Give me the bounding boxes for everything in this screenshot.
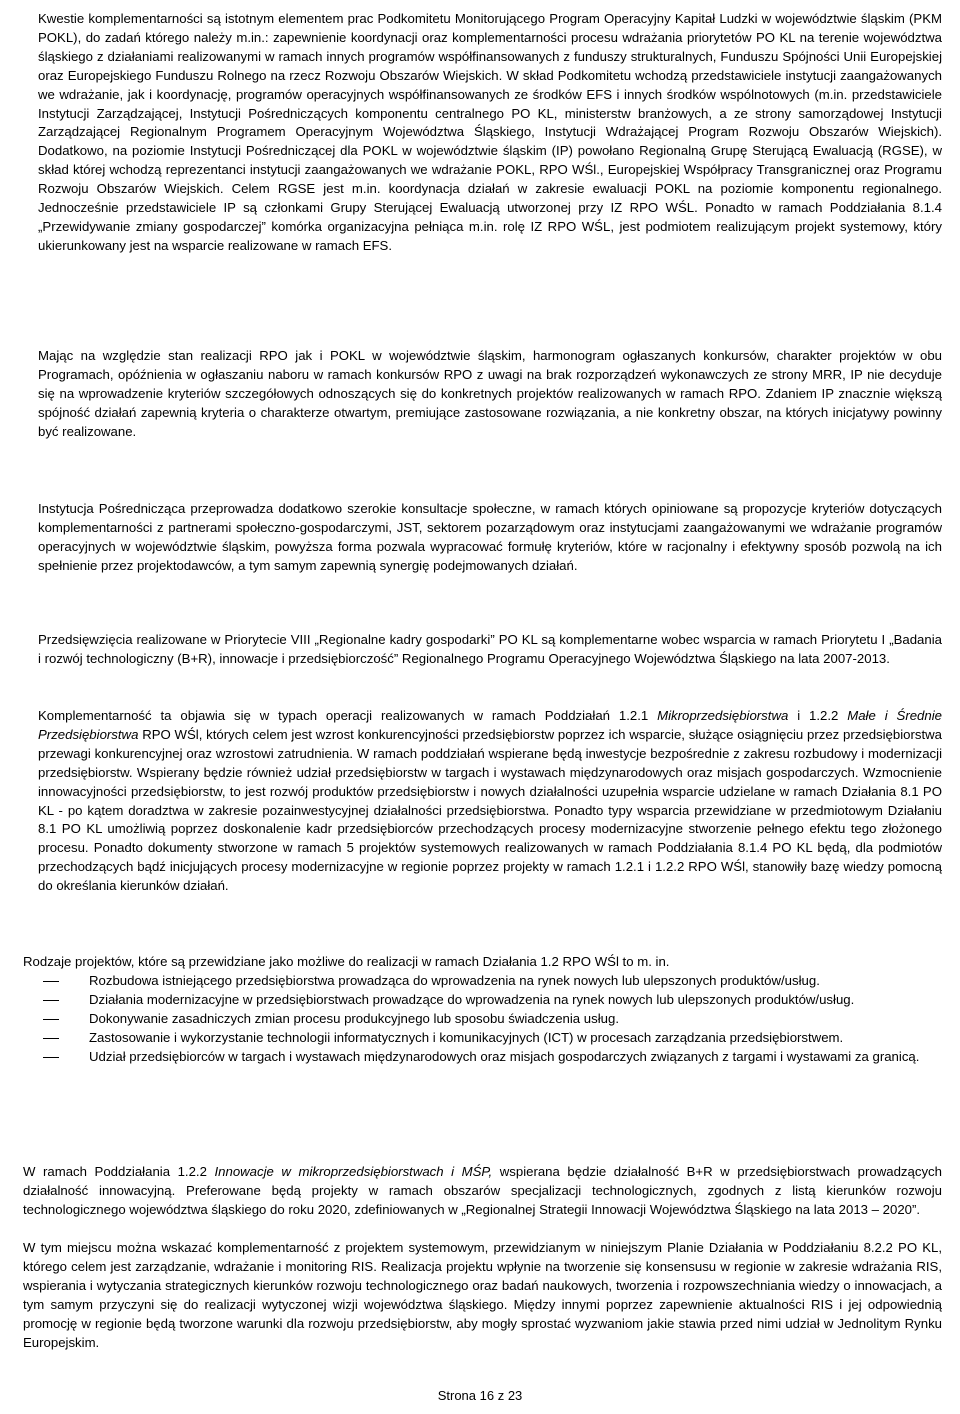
paragraph-poddzialanie-122 xyxy=(23,1163,942,1220)
list-item xyxy=(23,1010,942,1029)
text-run: W ramach Poddziałania 1.2.2 xyxy=(23,1164,215,1179)
list-item xyxy=(23,1029,942,1048)
list-item-text: Dokonywanie zasadniczych zmian procesu produkcyjnego lub sposobu świadczenia usług. xyxy=(89,1010,619,1026)
dash-bullet-icon xyxy=(43,1057,59,1058)
text-run: i 1.2.2 xyxy=(788,708,848,723)
italic-run: Innowacje w mikroprzedsiębiorstwach i MŚP, xyxy=(214,1164,493,1179)
paragraph-komplementarnosc-pkm: Kwestie komplementarności są istotnym elementem prac Podkomitetu Monitorującego Program Operacyjny Kapitał Ludzki w województwie śląskim (PKM POKL), do zadań którego należy m.in.: zapewnienie koordynacji oraz komplementarności procesu wdrażania priorytetów PO KL na terenie województwa śląskiego z działaniami realizowanymi w ramach innych programów współfinansowanych z funduszy strukturalnych, Funduszu Spójności Unii Europejskiej oraz Europejskiego Funduszu Rolnego na rzecz Rozwoju Obszarów Wiejskich. W skład Podkomitetu wchodzą przedstawiciele instytucji zaangażowanych we wdrażanie, jak i koordynację, programów operacyjnych współfinansowanych ze środków EFS i innych środków wspólnotowych (m.in. przedstawiciele Instytucji Zarządzającej, Instytucji Pośredniczących komponentu centralnego PO KL, ministerstw branżowych, a ze strony samorządowej Instytucji Zarządzającej Regionalnym Programem Operacyjnym Województwa Śląskiego, Instytucji Wdrażającej Program Rozwoju Obszarów Wiejskich). Dodatkowo, na poziomie Instytucji Pośredniczącej dla POKL w województwie śląskim (IP) powołano Regionalną Grupę Sterującą Ewaluacją (RGSE), w skład której wchodzą reprezentanci instytucji zaangażowanych we wdrażanie POKL, RPO WŚl., Europejskiej Współpracy Transgranicznej oraz Programu Rozwoju Obszarów Wiejskich. Celem RGSE jest m.in. koordynacja działań w zakresie ewaluacji POKL na poziomie komponentu regionalnego. Jednocześnie przedstawiciele IP są członkami Grupy Sterującej Ewaluacją utworzonej przy IZ RPO WŚL. Ponadto w ramach Poddziałania 8.1.4 „Przewidywanie zmiany gospodarczej” komórka organizacyjna pełniąca m.in. rolę IZ RPO WŚL, jest podmiotem realizującym projekt systemowy, który ukierunkowany jest na wsparcie realizowane w ramach EFS. xyxy=(38,11,942,253)
dash-bullet-icon xyxy=(43,1000,59,1001)
list-item xyxy=(23,1048,942,1067)
italic-run: Małe i Średnie Przedsiębiorstwa xyxy=(38,708,942,742)
paragraph-typy-operacji xyxy=(38,707,942,896)
paragraph-rodzaje-projektow: Rodzaje projektów, które są przewidziane jako możliwe do realizacji w ramach Działania 1.2 RPO WŚl to m. in. xyxy=(23,954,670,969)
project-types-list xyxy=(23,972,942,1067)
list-item-text: Zastosowanie i wykorzystanie technologii informatycznych i komunikacyjnych (ICT) w procesach zarządzania przedsiębiorstwem. xyxy=(89,1029,844,1045)
paragraph-konsultacje-spoleczne: Instytucja Pośrednicząca przeprowadza dodatkowo szerokie konsultacje społeczne, w ramach których opiniowane są propozycje kryteriów dotyczących komplementarności z partnerami społeczno-gospodarczymi, JST, sektorem pozarządowym oraz instytucjami zaangażowanymi we wdrażanie programów operacyjnych w województwie śląskim, powyższa forma pozwala wypracować formułę kryteriów, które w racjonalny i efektywny sposób pozwolą na ich spełnienie przez projektodawców, a tym samym zapewnią synergię podejmowanych działań. xyxy=(38,501,942,573)
dash-bullet-icon xyxy=(43,1038,59,1039)
paragraph-stan-realizacji-rpo: Mając na względzie stan realizacji RPO jak i POKL w województwie śląskim, harmonogram ogłaszanych konkursów, charakter projektów w obu Programach, opóźnienia w ogłaszaniu naboru w ramach konkursów RPO z uwagi na brak rozporządzeń wykonawczych ze strony MRR, IP nie decyduje się na wprowadzenie kryteriów szczegółowych odnoszących się do konkretnych projektów realizowanych w ramach RPO. Zdaniem IP znacznie większą spójność działań zapewnią kryteria o charakterze otwartym, premiujące zastosowane rozwiązania, a nie konkretny obszar, na których inicjatywy powinny być realizowane. xyxy=(38,348,942,439)
list-item-text: Działania modernizacyjne w przedsiębiorstwach prowadzące do wprowadzenia na rynek nowych lub ulepszonych produktów/usług. xyxy=(89,991,855,1007)
list-item-text: Rozbudowa istniejącego przedsiębiorstwa prowadząca do wprowadzenia na rynek nowych lub ulepszonych produktów/usług. xyxy=(89,973,820,988)
text-run: Komplementarność ta objawia się w typach operacji realizowanych w ramach Poddziałań 1.2.1 xyxy=(38,708,658,723)
dash-bullet-icon xyxy=(43,981,59,982)
dash-bullet-icon xyxy=(43,1019,59,1020)
text-run: RPO WŚl, których celem jest wzrost konkurencyjności przedsiębiorstw poprzez ich wsparcie, służące osiągnięciu przez przedsiębiorstwa przewagi konkurencyjnej oraz wzrostowi zatrudnienia. W ramach poddziałań wspierane będą inwestycje bezpośrednie z zakresu rozbudowy i modernizacji przedsiębiorstw. Wspierany będzie również udział przedsiębiorstw w targach i wystawach międzynarodowych oraz misjach gospodarczych. Wzmocnienie innowacyjności przedsiębiorstw, to jest rozwój produktów przedsiębiorstw i nowych działalności uzupełnia wsparcie udzielane w ramach Działania 8.1 PO KL - po kątem doradztwa w zakresie pozainwestycyjnej działalności przedsiębiorstwa. Ponadto typy wsparcia przewidziane w przedmiotowym Działaniu 8.1 PO KL umożliwią poprzez doskonalenie kadr przedsiębiorców przechodzących procesy modernizacyjne stworzenie pełnego efektu tego złożonego procesu. Ponadto dokumenty stworzone w ramach 5 projektów systemowych realizowanych w ramach Poddziałania 8.1.4 PO KL będą, dla podmiotów przechodzących bądź inicjujących procesy modernizacyjne w regionie poprzez projekty w ramach 1.2.1 i 1.2.2 RPO WŚl, stanowiły bazę wiedzy pomocną do określania kierunków działań. xyxy=(38,726,942,894)
list-item xyxy=(23,972,942,991)
paragraph-projekt-systemowy-ris: W tym miejscu można wskazać komplementarność z projektem systemowym, przewidzianym w niniejszym Planie Działania w Poddziałaniu 8.2.2 PO KL, którego celem jest zarządzanie, wdrażanie i monitoring RIS. Realizacja projektu wpłynie na tworzenie się konsensusu w regionie w zakresie wdrażania RIS, wspierania i wytyczania strategicznych kierunków rozwoju technologicznego oraz badań naukowych, tworzenia i rozpowszechniania wiedzy o innowacjach, a tym samym przyczyni się do realizacji wytyczonej wizji województwa śląskiego. Między innymi poprzez zapewnienie aktualności RIS i jej odpowiednią promocję w regionie będą tworzone warunki dla rozwoju przedsiębiorstw, aby mogły sprostać wyzwaniom jakie stawia przed nimi udział w Jednolitym Rynku Europejskim. xyxy=(23,1240,942,1350)
italic-run: Mikroprzedsiębiorstwa xyxy=(657,708,789,723)
list-item-text: Udział przedsiębiorców w targach i wystawach międzynarodowych oraz misjach gospodarczych związanych z targami i wystawami za granicą. xyxy=(89,1048,920,1064)
text-run: wspierana będzie działalność B+R w przedsiębiorstwach prowadzących działalność innowacyjną. Preferowane będą projekty w ramach obszarów specjalizacji technologicznych, zgodnych z listą kierunków rozwoju technologicznego województwa śląskiego do roku 2020, zdefiniowanych w „Regionalnej Strategii Innowacji Województwa Śląskiego na lata 2013 – 2020”. xyxy=(23,1164,942,1217)
page-number-footer: Strona 16 z 23 xyxy=(437,1388,523,1403)
list-item xyxy=(23,991,942,1010)
paragraph-priorytet-viii: Przedsięwzięcia realizowane w Priorytecie VIII „Regionalne kadry gospodarki” PO KL są komplementarne wobec wsparcia w ramach Priorytetu I „Badania i rozwój technologiczny (B+R), innowacje i przedsiębiorczość” Regionalnego Programu Operacyjnego Województwa Śląskiego na lata 2007-2013. xyxy=(38,632,942,666)
